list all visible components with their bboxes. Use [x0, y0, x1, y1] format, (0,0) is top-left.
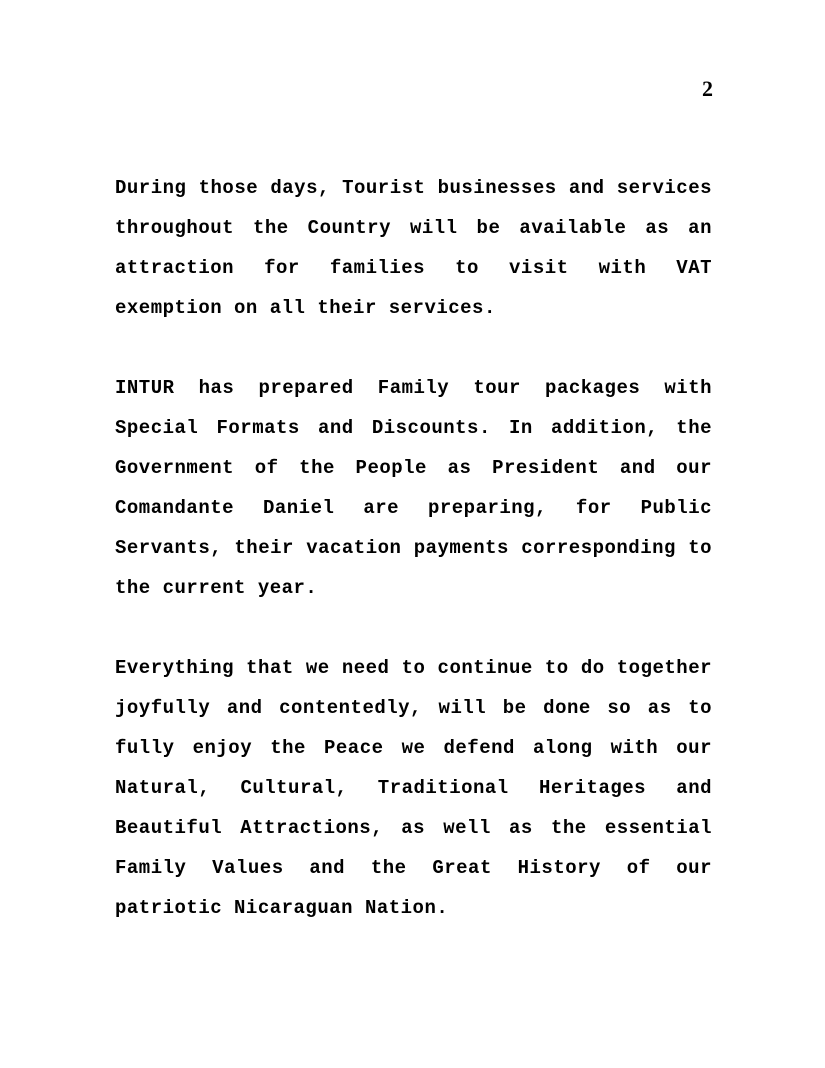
paragraph: During those days, Tourist businesses and services throughout the Country will be available as an attraction for families to visit with VAT exemption on all their services. — [115, 177, 712, 319]
paragraph: INTUR has prepared Family tour packages with Special Formats and Discounts. In addition, the Government of the People as President and our Comandante Daniel are preparing, for Public Servants, their vacation payments corresponding to the current year. — [115, 377, 712, 599]
page-number: 2 — [702, 76, 713, 101]
document-body — [115, 168, 712, 928]
paragraph: Everything that we need to continue to do together joyfully and contentedly, will be done so as to fully enjoy the Peace we defend along with our Natural, Cultural, Traditional Heritages and Beautiful Attractions, as well as the essential Family Values and the Great History of our patriotic Nicaraguan Nation. — [115, 657, 712, 919]
